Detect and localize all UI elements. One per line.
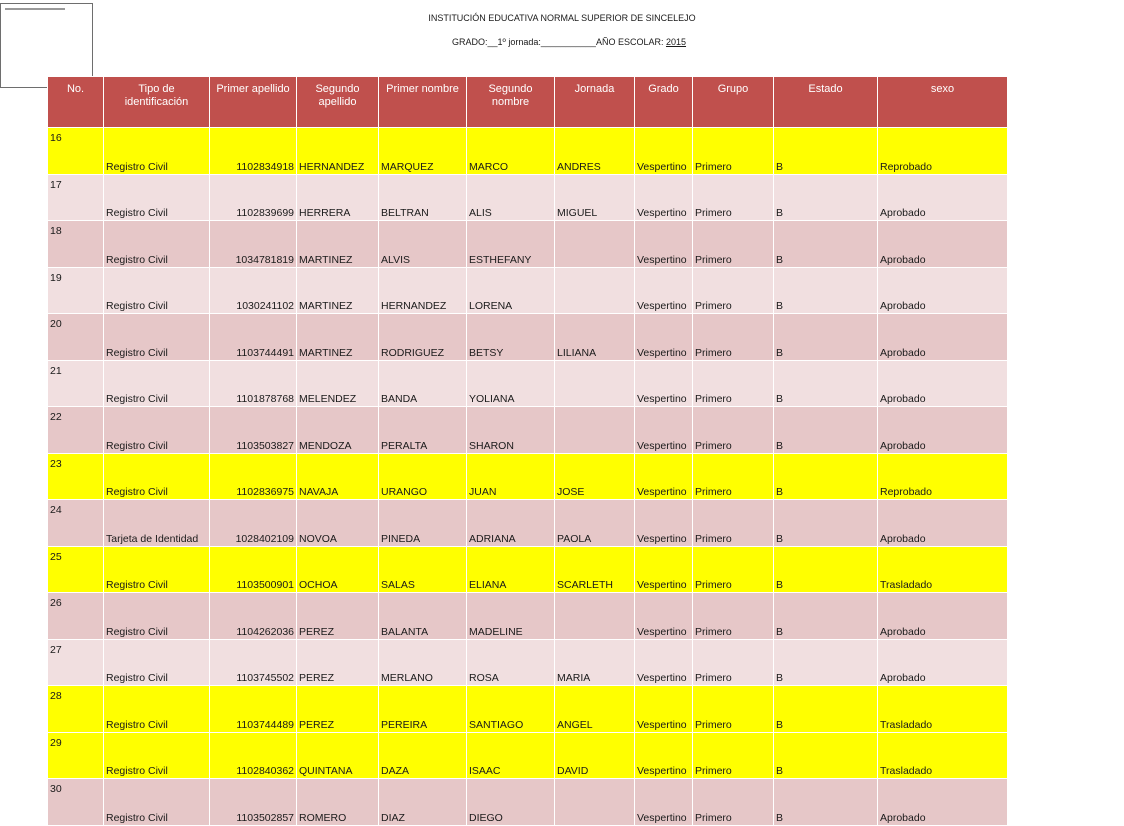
cell-tipo: Registro Civil: [104, 128, 210, 175]
cell-grado: Primero: [693, 593, 774, 640]
cell-no: 23: [48, 453, 104, 500]
document-subtitle: [452, 37, 686, 47]
cell-jornada: Vespertino: [635, 360, 693, 407]
cell-no: 24: [48, 500, 104, 547]
cell-id: 1102836975: [210, 453, 297, 500]
cell-segundo-apellido: HERNANDEZ: [379, 267, 467, 314]
cell-primer-nombre: ISAAC: [467, 732, 555, 779]
grado-value: __1º: [487, 37, 506, 47]
cell-no: 29: [48, 732, 104, 779]
table-row: [48, 732, 1008, 779]
table-row: [48, 314, 1008, 361]
cell-jornada: Vespertino: [635, 546, 693, 593]
cell-segundo-nombre: JOSE: [555, 453, 635, 500]
cell-jornada: Vespertino: [635, 686, 693, 733]
cell-segundo-nombre: [555, 779, 635, 826]
cell-primer-nombre: ADRIANA: [467, 500, 555, 547]
grado-label: GRADO:: [452, 37, 488, 47]
cell-segundo-nombre: [555, 360, 635, 407]
cell-grado: Primero: [693, 546, 774, 593]
anio-value: 2015: [665, 37, 687, 47]
cell-tipo: Registro Civil: [104, 407, 210, 454]
cell-tipo: Registro Civil: [104, 546, 210, 593]
cell-id: 1102839699: [210, 174, 297, 221]
cell-segundo-apellido: DAZA: [379, 732, 467, 779]
cell-jornada: Vespertino: [635, 128, 693, 175]
cell-jornada: Vespertino: [635, 314, 693, 361]
cell-primer-apellido: MARTINEZ: [297, 221, 379, 268]
cell-no: 22: [48, 407, 104, 454]
table-row: [48, 686, 1008, 733]
cell-primer-apellido: MARTINEZ: [297, 314, 379, 361]
cell-tipo: Registro Civil: [104, 686, 210, 733]
col-header-tipo: Tipo de identificación: [104, 77, 210, 128]
col-header-sexo: sexo: [878, 77, 1008, 128]
cell-no: 26: [48, 593, 104, 640]
cell-grado: Primero: [693, 639, 774, 686]
cell-grupo: B: [774, 686, 878, 733]
cell-primer-nombre: ELIANA: [467, 546, 555, 593]
table-row: [48, 593, 1008, 640]
table-row: [48, 639, 1008, 686]
col-header-segundo-nombre: Segundo nombre: [467, 77, 555, 128]
cell-segundo-nombre: PAOLA: [555, 500, 635, 547]
cell-grado: Primero: [693, 779, 774, 826]
cell-primer-apellido: PEREZ: [297, 593, 379, 640]
table-row: [48, 407, 1008, 454]
cell-segundo-apellido: PEREIRA: [379, 686, 467, 733]
cell-primer-apellido: HERNANDEZ: [297, 128, 379, 175]
cell-segundo-apellido: PINEDA: [379, 500, 467, 547]
cell-id: 1104262036: [210, 593, 297, 640]
cell-jornada: Vespertino: [635, 779, 693, 826]
cell-id: 1103500901: [210, 546, 297, 593]
cell-jornada: Vespertino: [635, 174, 693, 221]
cell-id: 1101878768: [210, 360, 297, 407]
cell-no: 30: [48, 779, 104, 826]
table-body: [48, 128, 1008, 826]
jornada-label: jornada:: [508, 37, 541, 47]
cell-tipo: Registro Civil: [104, 453, 210, 500]
cell-grado: Primero: [693, 360, 774, 407]
col-header-primer-nombre: Primer nombre: [379, 77, 467, 128]
cell-primer-nombre: ROSA: [467, 639, 555, 686]
cell-id: 1102834918: [210, 128, 297, 175]
cell-jornada: Vespertino: [635, 593, 693, 640]
cell-primer-apellido: QUINTANA: [297, 732, 379, 779]
cell-grado: Primero: [693, 407, 774, 454]
cell-tipo: Registro Civil: [104, 593, 210, 640]
cell-estado: Aprobado: [878, 779, 1008, 826]
cell-grado: Primero: [693, 221, 774, 268]
cell-grado: Primero: [693, 453, 774, 500]
cell-jornada: Vespertino: [635, 500, 693, 547]
cell-grado: Primero: [693, 732, 774, 779]
table-row: [48, 546, 1008, 593]
cell-segundo-apellido: BANDA: [379, 360, 467, 407]
cell-estado: Aprobado: [878, 639, 1008, 686]
table-row: [48, 779, 1008, 826]
cell-grado: Primero: [693, 128, 774, 175]
table-row: [48, 500, 1008, 547]
col-header-estado: Estado: [774, 77, 878, 128]
cell-segundo-apellido: BELTRAN: [379, 174, 467, 221]
cell-estado: Trasladado: [878, 546, 1008, 593]
cell-primer-nombre: MADELINE: [467, 593, 555, 640]
cell-jornada: Vespertino: [635, 267, 693, 314]
cell-jornada: Vespertino: [635, 732, 693, 779]
cell-no: 20: [48, 314, 104, 361]
cell-no: 28: [48, 686, 104, 733]
cell-primer-apellido: MELENDEZ: [297, 360, 379, 407]
col-header-segundo-apellido: Segundo apellido: [297, 77, 379, 128]
cell-tipo: Registro Civil: [104, 732, 210, 779]
cell-segundo-apellido: MERLANO: [379, 639, 467, 686]
cell-segundo-apellido: MARQUEZ: [379, 128, 467, 175]
cell-primer-apellido: ROMERO: [297, 779, 379, 826]
cell-estado: Aprobado: [878, 407, 1008, 454]
cell-segundo-apellido: RODRIGUEZ: [379, 314, 467, 361]
cell-tipo: Registro Civil: [104, 314, 210, 361]
cell-estado: Trasladado: [878, 686, 1008, 733]
institution-title: INSTITUCIÓN EDUCATIVA NORMAL SUPERIOR DE SINCELEJO: [428, 13, 696, 23]
cell-grupo: B: [774, 779, 878, 826]
cell-tipo: Tarjeta de Identidad: [104, 500, 210, 547]
cell-grupo: B: [774, 360, 878, 407]
cell-primer-apellido: OCHOA: [297, 546, 379, 593]
cell-jornada: Vespertino: [635, 221, 693, 268]
col-header-jornada: Jornada: [555, 77, 635, 128]
col-header-grado: Grado: [635, 77, 693, 128]
cell-estado: Aprobado: [878, 593, 1008, 640]
cell-tipo: Registro Civil: [104, 779, 210, 826]
table-row: [48, 128, 1008, 175]
cell-id: 1103502857: [210, 779, 297, 826]
cell-segundo-apellido: URANGO: [379, 453, 467, 500]
cell-grupo: B: [774, 593, 878, 640]
cell-estado: Aprobado: [878, 174, 1008, 221]
cell-grupo: B: [774, 174, 878, 221]
anio-label: AÑO ESCOLAR:: [595, 37, 664, 47]
table-row: [48, 267, 1008, 314]
jornada-value: ___________: [540, 37, 596, 47]
cell-segundo-nombre: SCARLETH: [555, 546, 635, 593]
cell-tipo: Registro Civil: [104, 174, 210, 221]
col-header-primer-apellido: Primer apellido: [210, 77, 297, 128]
cell-segundo-apellido: BALANTA: [379, 593, 467, 640]
col-header-no: No.: [48, 77, 104, 128]
cell-estado: Reprobado: [878, 128, 1008, 175]
cell-primer-apellido: NAVAJA: [297, 453, 379, 500]
cell-primer-nombre: SHARON: [467, 407, 555, 454]
cell-jornada: Vespertino: [635, 639, 693, 686]
cell-segundo-nombre: [555, 221, 635, 268]
cell-id: 1102840362: [210, 732, 297, 779]
cell-id: 1103744491: [210, 314, 297, 361]
cell-id: 1103744489: [210, 686, 297, 733]
cell-primer-nombre: MARCO: [467, 128, 555, 175]
cell-no: 19: [48, 267, 104, 314]
cell-tipo: Registro Civil: [104, 221, 210, 268]
cell-grupo: B: [774, 128, 878, 175]
cell-primer-apellido: MARTINEZ: [297, 267, 379, 314]
cell-segundo-nombre: [555, 593, 635, 640]
cell-grado: Primero: [693, 174, 774, 221]
cell-primer-nombre: JUAN: [467, 453, 555, 500]
cell-no: 17: [48, 174, 104, 221]
cell-no: 21: [48, 360, 104, 407]
cell-segundo-nombre: ANDRES: [555, 128, 635, 175]
cell-grado: Primero: [693, 500, 774, 547]
cell-segundo-nombre: ANGEL: [555, 686, 635, 733]
cell-estado: Trasladado: [878, 732, 1008, 779]
col-header-grupo: Grupo: [693, 77, 774, 128]
cell-estado: Aprobado: [878, 314, 1008, 361]
cell-grupo: B: [774, 453, 878, 500]
table-row: [48, 360, 1008, 407]
cell-primer-nombre: ALIS: [467, 174, 555, 221]
cell-primer-nombre: BETSY: [467, 314, 555, 361]
cell-primer-apellido: NOVOA: [297, 500, 379, 547]
cell-no: 16: [48, 128, 104, 175]
cell-grado: Primero: [693, 686, 774, 733]
cell-primer-apellido: PEREZ: [297, 639, 379, 686]
cell-no: 25: [48, 546, 104, 593]
cell-no: 18: [48, 221, 104, 268]
students-table: [47, 76, 1008, 826]
cell-segundo-nombre: [555, 267, 635, 314]
cell-jornada: Vespertino: [635, 453, 693, 500]
cell-segundo-apellido: PERALTA: [379, 407, 467, 454]
cell-segundo-apellido: DIAZ: [379, 779, 467, 826]
table-row: [48, 453, 1008, 500]
cell-grupo: B: [774, 639, 878, 686]
cell-tipo: Registro Civil: [104, 267, 210, 314]
cell-primer-nombre: ESTHEFANY: [467, 221, 555, 268]
cell-id: 1034781819: [210, 221, 297, 268]
table-header-row: [48, 77, 1008, 128]
cell-estado: Aprobado: [878, 360, 1008, 407]
cell-primer-nombre: DIEGO: [467, 779, 555, 826]
cell-segundo-nombre: DAVID: [555, 732, 635, 779]
cell-grupo: B: [774, 314, 878, 361]
cell-tipo: Registro Civil: [104, 360, 210, 407]
cell-no: 27: [48, 639, 104, 686]
cell-primer-nombre: YOLIANA: [467, 360, 555, 407]
cell-primer-apellido: PEREZ: [297, 686, 379, 733]
cell-primer-apellido: HERRERA: [297, 174, 379, 221]
cell-grupo: B: [774, 732, 878, 779]
table-row: [48, 174, 1008, 221]
cell-segundo-nombre: MIGUEL: [555, 174, 635, 221]
cell-grupo: B: [774, 267, 878, 314]
cell-grado: Primero: [693, 314, 774, 361]
cell-estado: Aprobado: [878, 221, 1008, 268]
cell-primer-apellido: MENDOZA: [297, 407, 379, 454]
logo-caption-mark: [5, 8, 65, 10]
cell-primer-nombre: SANTIAGO: [467, 686, 555, 733]
cell-grupo: B: [774, 221, 878, 268]
cell-segundo-apellido: SALAS: [379, 546, 467, 593]
cell-grupo: B: [774, 500, 878, 547]
cell-estado: Aprobado: [878, 267, 1008, 314]
cell-estado: Aprobado: [878, 500, 1008, 547]
cell-segundo-apellido: ALVIS: [379, 221, 467, 268]
cell-grupo: B: [774, 546, 878, 593]
cell-id: 1103745502: [210, 639, 297, 686]
cell-estado: Reprobado: [878, 453, 1008, 500]
cell-id: 1028402109: [210, 500, 297, 547]
cell-segundo-nombre: [555, 407, 635, 454]
cell-grado: Primero: [693, 267, 774, 314]
cell-primer-nombre: LORENA: [467, 267, 555, 314]
cell-segundo-nombre: LILIANA: [555, 314, 635, 361]
cell-id: 1103503827: [210, 407, 297, 454]
table-row: [48, 221, 1008, 268]
cell-grupo: B: [774, 407, 878, 454]
cell-segundo-nombre: MARIA: [555, 639, 635, 686]
cell-id: 1030241102: [210, 267, 297, 314]
cell-tipo: Registro Civil: [104, 639, 210, 686]
cell-jornada: Vespertino: [635, 407, 693, 454]
